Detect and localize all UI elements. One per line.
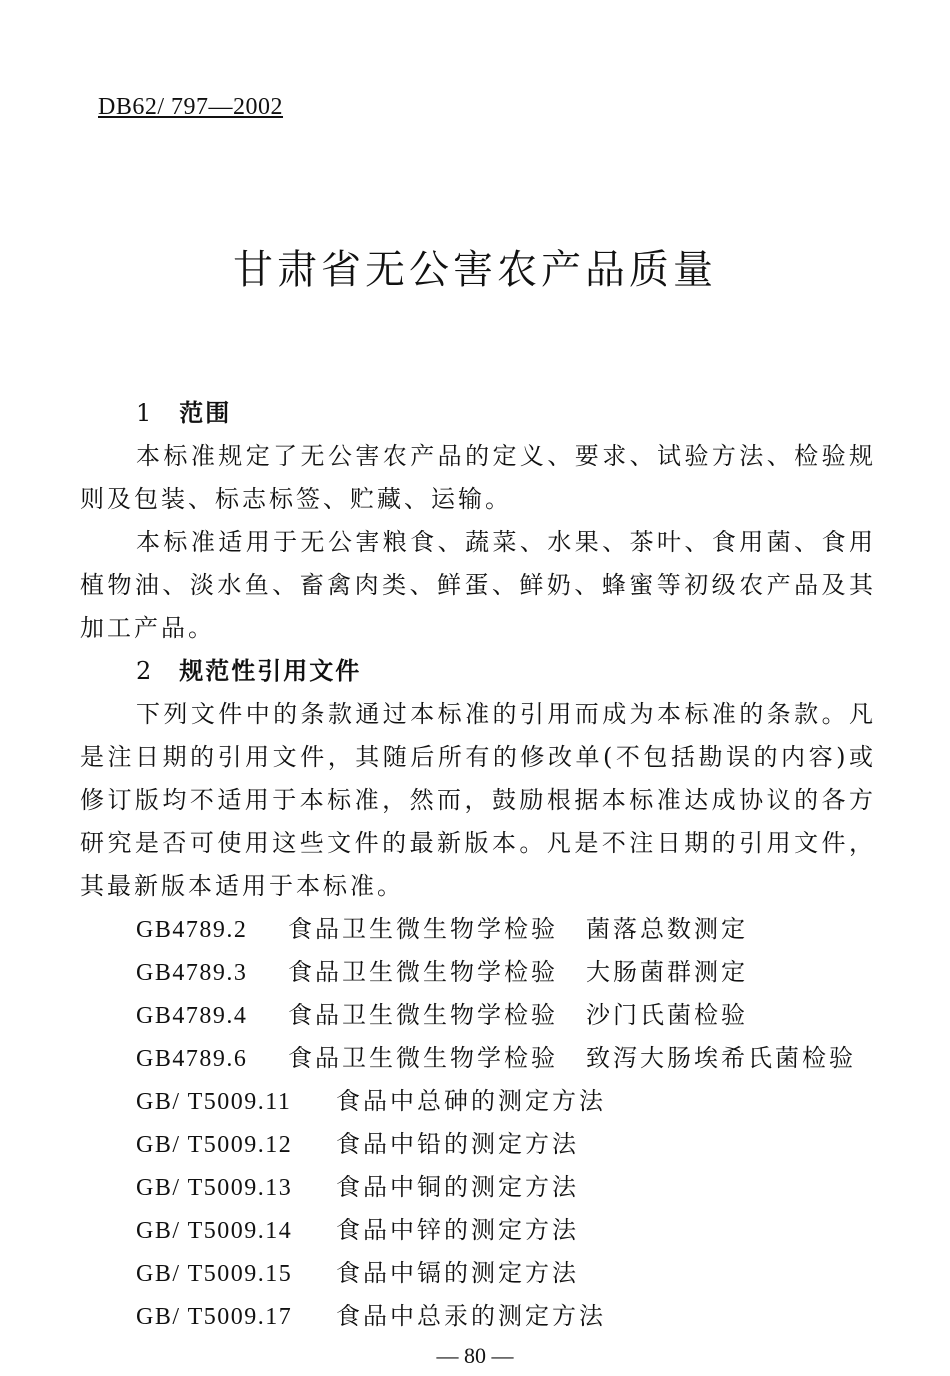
reference-list xyxy=(80,908,876,1338)
section-2-heading xyxy=(80,650,876,693)
section-1-number: 1 xyxy=(136,399,154,427)
reference-title: 食品卫生微生物学检验 xyxy=(288,915,558,943)
reference-item xyxy=(136,1037,876,1080)
document-code: DB62/ 797—2002 xyxy=(98,94,284,120)
section-2-title: 规范性引用文件 xyxy=(179,657,362,685)
page-number: — 80 — xyxy=(436,1343,514,1368)
reference-code: GB/ T5009.11 xyxy=(136,1089,292,1115)
document-title: 甘肃省无公害农产品质量 xyxy=(233,247,717,293)
section-1-heading xyxy=(80,392,876,435)
section-1-paragraph-1: 本标准规定了无公害农产品的定义、要求、试验方法、检验规则及包装、标志标签、贮藏、运输。 xyxy=(80,442,876,513)
reference-item xyxy=(136,1080,876,1123)
reference-title: 食品中总砷的测定方法 xyxy=(336,1087,606,1115)
reference-subtitle: 致泻大肠埃希氏菌检验 xyxy=(586,1044,856,1072)
reference-code: GB4789.4 xyxy=(136,1003,248,1029)
reference-item xyxy=(136,994,876,1037)
reference-item xyxy=(136,1295,876,1338)
reference-subtitle: 沙门氏菌检验 xyxy=(586,1001,748,1029)
reference-code: GB/ T5009.17 xyxy=(136,1304,293,1330)
reference-item xyxy=(136,1123,876,1166)
reference-title: 食品卫生微生物学检验 xyxy=(288,1001,558,1029)
reference-code: GB4789.6 xyxy=(136,1046,248,1072)
section-2-paragraph: 下列文件中的条款通过本标准的引用而成为本标准的条款。凡是注日期的引用文件，其随后所有的修改单(不包括勘误的内容)或修订版均不适用于本标准，然而，鼓励根据本标准达成协议的各方研究是否可使用这些文件的最新版本。凡是不注日期的引用文件，其最新版本适用于本标准。 xyxy=(80,700,876,900)
reference-code: GB/ T5009.12 xyxy=(136,1132,293,1158)
reference-subtitle: 菌落总数测定 xyxy=(586,915,748,943)
reference-title: 食品中总汞的测定方法 xyxy=(336,1302,606,1330)
reference-code: GB/ T5009.13 xyxy=(136,1175,293,1201)
reference-item xyxy=(136,908,876,951)
reference-title: 食品中铜的测定方法 xyxy=(336,1173,579,1201)
reference-item xyxy=(136,1209,876,1252)
reference-title: 食品卫生微生物学检验 xyxy=(288,1044,558,1072)
reference-title: 食品中铅的测定方法 xyxy=(336,1130,579,1158)
reference-title: 食品中锌的测定方法 xyxy=(336,1216,579,1244)
document-body xyxy=(80,392,876,1338)
reference-title: 食品中镉的测定方法 xyxy=(336,1259,579,1287)
reference-item xyxy=(136,1166,876,1209)
reference-code: GB/ T5009.14 xyxy=(136,1218,293,1244)
reference-code: GB/ T5009.15 xyxy=(136,1261,293,1287)
reference-subtitle: 大肠菌群测定 xyxy=(586,958,748,986)
section-2-number: 2 xyxy=(136,657,154,685)
reference-code: GB4789.3 xyxy=(136,960,248,986)
reference-item xyxy=(136,1252,876,1295)
reference-title: 食品卫生微生物学检验 xyxy=(288,958,558,986)
section-1-title: 范围 xyxy=(179,399,232,427)
reference-item xyxy=(136,951,876,994)
reference-code: GB4789.2 xyxy=(136,917,248,943)
section-1-paragraph-2: 本标准适用于无公害粮食、蔬菜、水果、茶叶、食用菌、食用植物油、淡水鱼、畜禽肉类、鲜蛋、鲜奶、蜂蜜等初级农产品及其加工产品。 xyxy=(80,528,876,642)
